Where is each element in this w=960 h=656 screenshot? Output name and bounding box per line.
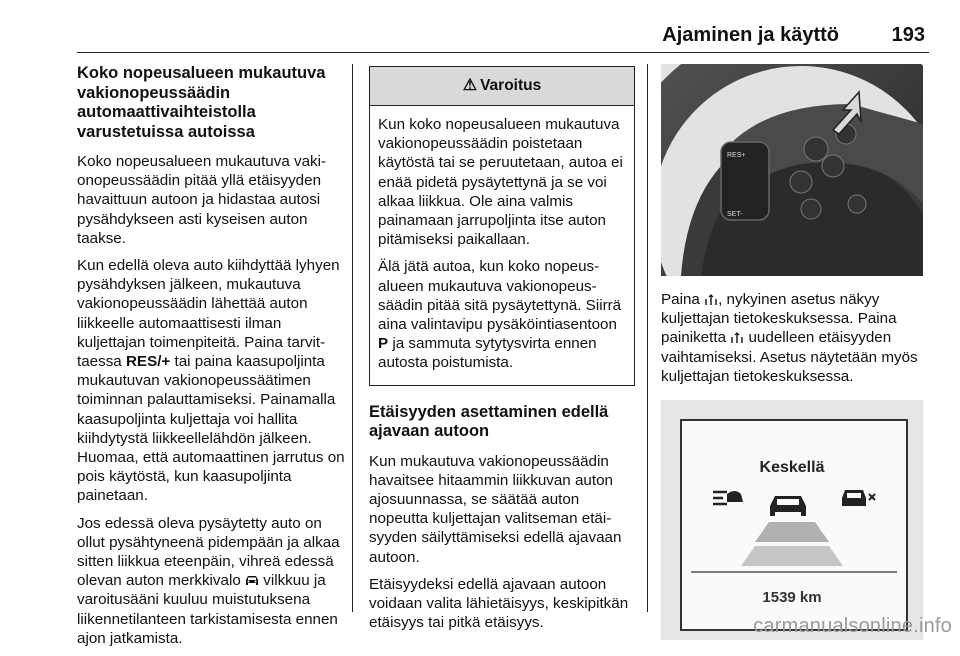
assist-button [848, 195, 866, 213]
distance-bar-mid [741, 546, 843, 566]
steering-wheel-illustration [661, 64, 923, 276]
cruise-button [790, 171, 812, 193]
set-button-label: SET- [727, 211, 743, 218]
paragraph: Etäisyydeksi edellä ajavaan autoon voidaan valita lähietäisyys, keskipitkän etäisyys tai pitkä etäisyys. [369, 575, 629, 632]
watermark: carmanualsonline.info [753, 615, 952, 637]
warning-triangle-icon: ⚠ [462, 77, 478, 95]
column-right [661, 64, 931, 640]
page-header [77, 22, 929, 52]
lane-button [801, 199, 821, 219]
following-distance-icon [704, 294, 718, 306]
car-ahead-icon [245, 575, 259, 587]
warning-paragraph: Kun koko nopeusalueen mukautuva vakionopeussäädin poistetaan käytöstä tai se peruutetaan, autoa ei enää pidetä pysäytettynä ja se voi alkaa liikkua. Ole aina valmis painamaan jarrupoljinta itse auton pitämiseksi paikallaan. [378, 116, 623, 249]
warning-header [370, 67, 634, 106]
paragraph: Paina , nykyinen asetus näkyy kuljettajan tietokeskuksessa. Paina painiketta uudelleen etäisyyden vaihtamiseksi. Asetus näytetään myös kuljettajan tietokeskuksessa. [661, 291, 918, 385]
paragraph: Kun edellä oleva auto kiihdyttää lyhyen pysähdyksen jälkeen, mukautuva vakionopeussäädin lähettää auton liikkeelle automaattisesti ilman kuljettajan toimenpiteitä. Paina tarvittaessa RES/+ tai paina kaasupoljinta mukautuvan vakionopeussäätimen toiminnan palauttamiseksi. Painamalla kaasupoljinta kuljettaja voi hallita kiihdytystä liikkeellelähdön jälkeen. Huomaa, että automaattinen jarrutus on pois käytöstä, kun kaasupoljinta painetaan. [77, 257, 345, 505]
driver-info-display [661, 400, 923, 640]
distance-setting-label: Keskellä [759, 459, 825, 477]
column-middle [369, 64, 635, 640]
odometer-reading: 1539 km [762, 589, 822, 607]
res-plus-label: RES/+ [125, 353, 171, 371]
column-divider [647, 64, 648, 612]
steering-wheel-photo [661, 64, 923, 276]
section-title: Ajaminen ja käyttö [662, 24, 839, 46]
distance-button [804, 137, 828, 161]
paragraph: Koko nopeusalueen mukautuva vakionopeussäädin pitää yllä etäisyyden havaittuun autoon ja hidastaa autosi pysähdykseen asti kyseisen auton taakse. [77, 153, 327, 247]
column-left [77, 64, 349, 656]
res-button-label: RES+ [727, 152, 746, 159]
warning-body [370, 106, 634, 385]
header-rule [77, 52, 929, 53]
paragraph: Kun mukautuva vakionopeussäädin havaitsee hitaammin liikkuvan auton ajosuunnassa, se säätää auton nopeutta kuljettajan valitseman etäisyyden säilyttämiseksi edellä ajavaan autoon. [369, 452, 622, 566]
warning-box [369, 66, 635, 386]
page-number: 193 [891, 24, 925, 46]
cancel-button [822, 155, 844, 177]
heading-distance-setting: Etäisyyden asettaminen edellä ajavaan autoon [369, 402, 609, 441]
column-divider [352, 64, 353, 612]
heading-full-range-acc: Koko nopeusalueen mukautuva vakionopeussäädin automaattivaihteistolla varustetuissa autoissa [77, 64, 326, 141]
warning-paragraph: Älä jätä autoa, kun koko nopeusalueen mukautuva vakionopeussäädin pitää sitä pysäytettynä. Siirrä aina valintavipu pysäköintiasentoon P ja sammuta sytytysvirta ennen autosta poistumista. [378, 258, 622, 372]
paragraph: Jos edessä oleva pysäytetty auto on ollut pysähtyneenä pidempään ja alkaa sitten liikkua eteenpäin, vihreä edessä olevan auton merkkivalo vilkkuu ja varoitusääni kuuluu muistutuksena liikennetilanteen tarkistamisesta ennen ajon jatkamista. [77, 514, 340, 647]
park-position-label: P [378, 335, 389, 353]
warning-title: Varoitus [480, 77, 542, 95]
following-distance-icon [730, 332, 744, 344]
